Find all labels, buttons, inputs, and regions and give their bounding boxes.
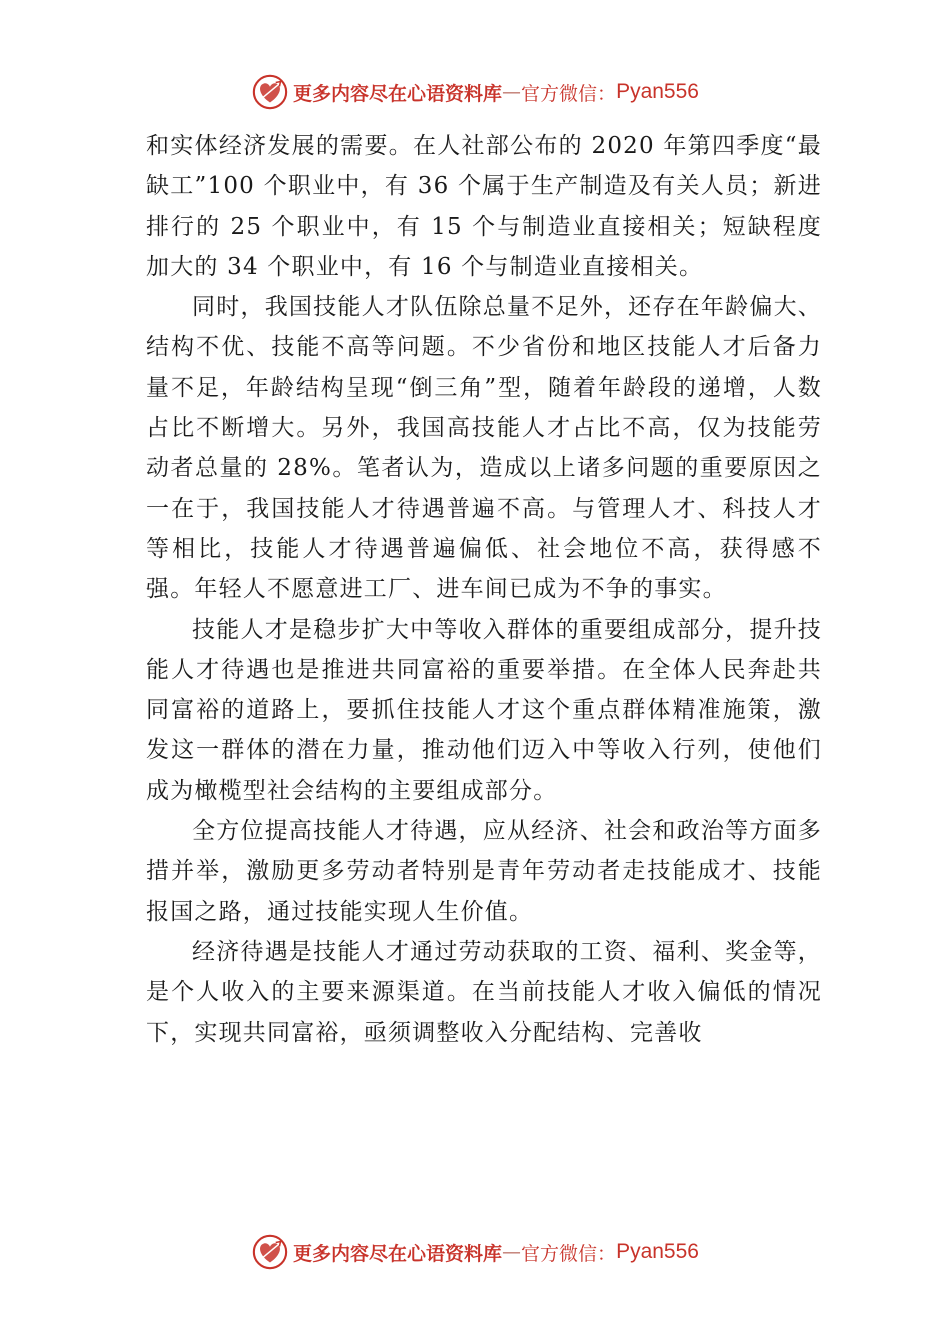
- watermark-separator: —: [502, 81, 522, 103]
- footer-watermark: [0, 1232, 950, 1272]
- watermark-brand: 更多内容尽在心语资料库: [293, 1242, 503, 1265]
- paragraph-1: 和实体经济发展的需要。在人社部公布的 2020 年第四季度“最缺工”100 个职业中，有 36 个属于生产制造及有关人员；新进排行的 25 个职业中，有 15 个与制造业直接相关；短缺程度加大的 34 个职业中，有 16 个与制造业直接相关。: [146, 133, 822, 280]
- watermark-label: 官方微信：: [521, 82, 617, 105]
- header-watermark: [0, 72, 950, 112]
- paragraph-5: 经济待遇是技能人才通过劳动获取的工资、福利、奖金等，是个人收入的主要来源渠道。在当前技能人才收入偏低的情况下，实现共同富裕，亟须调整收入分配结构、完善收: [146, 938, 822, 1046]
- watermark-wechat-id: Pyan556: [616, 1240, 699, 1263]
- document-body: [146, 126, 822, 1053]
- paragraph-3: 技能人才是稳步扩大中等收入群体的重要组成部分，提升技能人才待遇也是推进共同富裕的重要举措。在全体人民奔赴共同富裕的道路上，要抓住技能人才这个重点群体精准施策，激发这一群体的潜在力量，推动他们迈入中等收入行列，使他们成为橄榄型社会结构的主要组成部分。: [146, 616, 822, 804]
- watermark-wechat-id: Pyan556: [616, 80, 699, 103]
- watermark-brand: 更多内容尽在心语资料库: [293, 82, 503, 105]
- paragraph-2: 同时，我国技能人才队伍除总量不足外，还存在年龄偏大、结构不优、技能不高等问题。不少省份和地区技能人才后备力量不足，年龄结构呈现“倒三角”型，随着年龄段的递增，人数占比不断增大。另外，我国高技能人才占比不高，仅为技能劳动者总量的 28%。笔者认为，造成以上诸多问题的重要原因之一在于，我国技能人才待遇普遍不高。与管理人才、科技人才等相比，技能人才待遇普遍偏低、社会地位不高，获得感不强。年轻人不愿意进工厂、进车间已成为不争的事实。: [146, 294, 822, 603]
- heart-seal-icon: [251, 73, 289, 111]
- watermark-separator: —: [502, 1241, 522, 1263]
- heart-seal-icon: [251, 1233, 289, 1271]
- watermark-label: 官方微信：: [521, 1242, 617, 1265]
- paragraph-4: 全方位提高技能人才待遇，应从经济、社会和政治等方面多措并举，激励更多劳动者特别是青年劳动者走技能成才、技能报国之路，通过技能实现人生价值。: [146, 818, 822, 925]
